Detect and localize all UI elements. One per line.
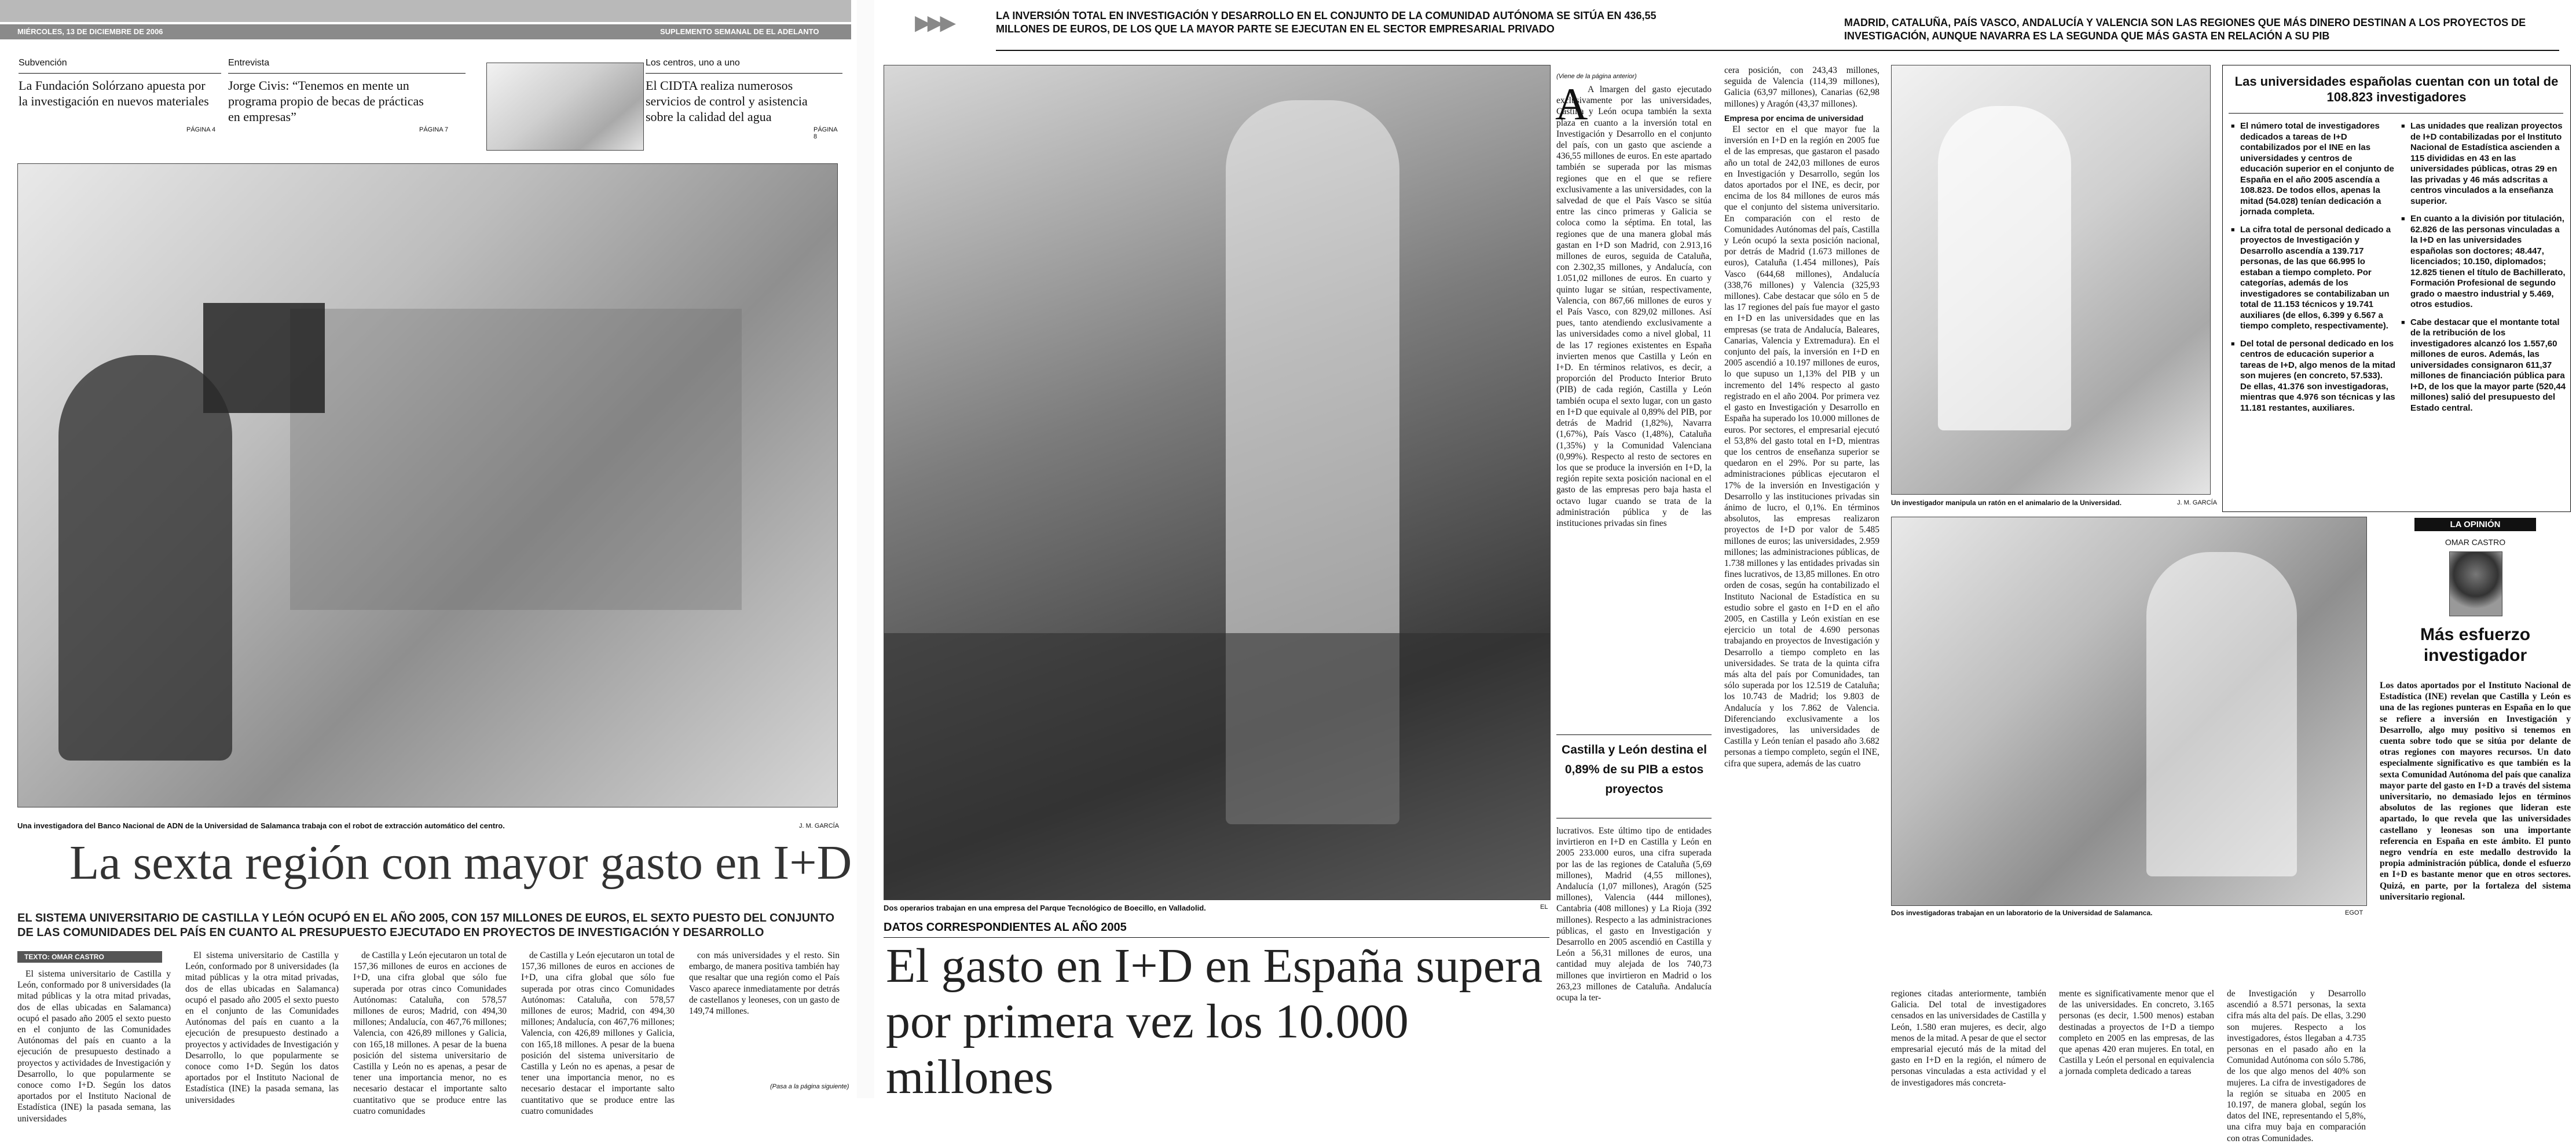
right-body-col-5: de Investigación y Desarrollo ascendió a 8.571 personas, la sexta cifra más alta del país. De ellas, 3.290 son mujeres. Respecto a los investigadores, éstos llegaban a 4.735 personas en el pasado año en la Comunidad Autónoma con sólo 5.786, de los que algo menos del 40% son mujeres. La cifra de investigadores de la región se situaba en 2005 en 10.197, de manera global, según los datos del INE, representando el 5,8%, una cifra muy baja en comparación con otras Comunidades. xyxy=(2227,989,2366,1143)
teaser-text: Jorge Civis: “Tenemos en mente un programa propio de becas de prácticas en empresas” xyxy=(228,78,424,124)
lab-mouse-caption: Un investigador manipula un ratón en el animalario de la Universidad. xyxy=(1891,499,2122,507)
lab-mouse-credit: J. M. GARCÍA xyxy=(2177,499,2218,506)
sidebar-left-bullets: ■ El número total de investigadores dedicados a tareas de I+D contabilizados por el INE en las universidades y centros de educación superior en el conjunto de España en el año 2005 ascendía a 108.823. De todos ellos, apenas la mitad (54.028) tenían dedicación a jornada completa. ■ La cifra total de personal dedicado a proyectos de Investigación y Desarrollo ascendía a 139.717 personas, de las que 66.995 lo estaban a tiempo completo. Por categorías, además de los investigadores se contabilizaban un total de 11.153 técnicos y 19.741 auxiliares (de ellos, 6.399 y 6.567 a tiempo completo, respectivamente). ■ Del total de personal dedicado en los centros de educación superior a tareas de I+D, algo menos de la mitad son mujeres (en concreto, 57.533). De ellas, 41.376 son investigadoras, mientras que 4.976 son técnicas y las 11.181 restantes, auxiliares. xyxy=(2231,121,2396,421)
kicker-left: LA INVERSIÓN TOTAL EN INVESTIGACIÓN Y DESARROLLO EN EL CONJUNTO DE LA COMUNIDAD AUTÓNOMA SE SITÚA EN 436,55 MILLONES DE EUROS, DE LOS QUE LA MAYOR PARTE SE EJECUTAN EN EL SECTOR EMPRESARIAL PRIVADO xyxy=(996,10,1657,35)
byline: TEXTO: OMAR CASTRO xyxy=(24,953,104,961)
lab-photo xyxy=(17,163,838,807)
left-headline: La sexta región con mayor gasto en I+D xyxy=(69,836,852,890)
person-shape xyxy=(58,355,232,761)
opinion-body: Los datos aportados por el Instituto Nacional de Estadística (INE) revelan que Castilla y León es una de las regiones punteras en España en lo que se refiere a inversión en Investigación y Desarrollo, algo muy positivo si tenemos en cuenta sobre todo que se sitúa por delante de otras regiones con mayores recursos. Un dato especialmente significativo es que también es la sexta Comunidad Autónoma del país que canaliza mayor parte del gasto en I+D a través del sistema universitario, no demasiado lejos en términos absolutos de las regiones que lideran este apartado, lo que revela que las universidades castellano y leonesas son una importante referencia en España en este ámbito. El punto negro vendría en este medallo destrovido la propia administración pública, donde el esfuerzo en I+D es bastante menor que en otros sectores. Quizá, en parte, por la fortaleza del sistema universitario regional. xyxy=(2380,681,2571,902)
left-deck: EL SISTEMA UNIVERSITARIO DE CASTILLA Y LEÓN OCUPÓ EN EL AÑO 2005, CON 157 MILLONES DE EUROS, EL SEXTO PUESTO DEL CONJUNTO DE LAS COMUNIDADES DEL PAÍS EN CUANTO AL PRESUPUESTO EJECUTADO EN PROYECTOS DE INVESTIGACIÓN Y DESARROLLO xyxy=(17,912,835,939)
lab-photo-caption: Una investigadora del Banco Nacional de ADN de la Universidad de Salamanca trabaja con el robot de extracción automático del centro. xyxy=(17,821,505,830)
kicker-right: MADRID, CATALUÑA, PAÍS VASCO, ANDALUCÍA Y VALENCIA SON LAS REGIONES QUE MÁS DINERO DESTINAN A LOS PROYECTOS DE INVESTIGACIÓN, AUNQUE NAVARRA ES LA SEGUNDA QUE MÁS GASTA EN RELACIÓN A SU PIB xyxy=(1844,17,2526,42)
masthead-strip xyxy=(0,0,851,22)
left-page xyxy=(0,0,857,1124)
left-body-col-5: con más universidades y el resto. Sin embargo, de manera positiva también hay que resaltar que una región como el País Vasco aparece inmediatamente por detrás de castellanos y leoneses, con un gasto de 149,74 millones. xyxy=(689,951,840,1017)
header-arrows: ▶▶▶ xyxy=(915,10,953,34)
data-label: DATOS CORRESPONDIENTES AL AÑO 2005 xyxy=(884,921,1127,934)
teaser-text: La Fundación Solórzano apuesta por la investigación en nuevos materiales xyxy=(19,78,209,108)
lab-women-credit: EGOT xyxy=(2345,909,2364,916)
researcher-shape xyxy=(2146,552,2297,876)
sidebar-title: Las universidades españolas cuentan con un total de 108.823 investigadores xyxy=(2234,74,2559,104)
right-headline: El gasto en I+D en España supera por primera vez los 10.000 millones xyxy=(886,939,1543,1104)
opinion-column xyxy=(2380,518,2571,1097)
main-photo xyxy=(884,65,1551,900)
left-body-col-2: El sistema universitario de Castilla y León, conformado por 8 universidades (la mitad públicas y la otra mitad privadas, dos de ellas ubicadas en Salamanca) ocupó el pasado año 2005 el sexto puesto en el conjunto de las Comunidades Autónomas del país en cuanto a la ejecución de presupuesto destinado a proyectos y actividades de Investigación y Desarrollo, lo que popularmente se conoce como I+D. Según los datos aportados por el Instituto Nacional de Estadística (INE) la pasada semana, las universidades xyxy=(185,951,339,1105)
author-avatar xyxy=(2449,551,2502,616)
opinion-label: LA OPINIÓN xyxy=(2414,518,2536,531)
teaser-thumb-photo xyxy=(486,63,644,151)
teaser-section: Subvención xyxy=(19,58,67,68)
researcher-shape xyxy=(1938,106,2071,430)
teaser-section: Los centros, uno a uno xyxy=(646,58,740,68)
opinion-author: OMAR CASTRO xyxy=(2445,538,2506,547)
page-gutter xyxy=(857,0,874,1098)
sidebar-box xyxy=(2222,65,2571,512)
lab-women-photo xyxy=(1891,517,2367,906)
from-prev-note: (Viene de la página anterior) xyxy=(1556,73,1637,80)
left-body-col-3: de Castilla y León ejecutaron un total de 157,36 millones de euros en acciones de I+D, una cifra global que sólo fue superada por otras cinco Comunidades Autónomas: Cataluña, con 578,57 millones de euros; Madrid, con 494,30 millones; Andalucía, con 467,76 millones; Valencia, con 426,89 millones y Galicia, con 165,18 millones. A pesar de la buena posición del sistema universitario de Castilla y León no es apenas, a pesar de tener una importancia menor, no es necesario destacar el importante salto cuantitativo que se produce entre las cuatro comunidades xyxy=(353,951,507,1116)
right-body-col-4: mente es significativamente menor que el de las universidades. En concreto, 3.165 personas (es decir, 1.500 menos) estaban destinadas a proyectos de I+D a tiempo completo en 2005 en las empresas, de las que apenas 420 eran mujeres. En total, en Castilla y León el personal en equivalencia a jornada completa dedicado a tareas xyxy=(2059,989,2214,1077)
left-body-col-1: El sistema universitario de Castilla y León, conformado por 8 universidades (la mitad públicas y la otra mitad privadas, dos de ellas ubicadas en Salamanca) ocupó el pasado año 2005 el sexto puesto en el conjunto de las Comunidades Autónomas del país en cuanto a la ejecución de presupuesto destinado a proyectos y actividades de Investigación y Desarrollo, lo que popularmente se conoce como I+D. Según los datos aportados por el Instituto Nacional de Estadística (INE) la pasada semana, las universidades xyxy=(17,969,171,1124)
robot-shape xyxy=(290,309,742,610)
lab-women-caption: Dos investigadoras trabajan en un laboratorio de la Universidad de Salamanca. xyxy=(1891,909,2153,917)
teaser-centros[interactable] xyxy=(646,58,842,140)
left-body-col-4: de Castilla y León ejecutaron un total de 157,36 millones de euros en acciones de I+D, una cifra global que sólo fue superada por otras cinco Comunidades Autónomas: Cataluña, con 578,57 millones de euros; Madrid, con 494,30 millones; Andalucía, con 467,76 millones; Valencia, con 426,89 millones y Galicia, con 165,18 millones. A pesar de la buena posición del sistema universitario de Castilla y León no es apenas, a pesar de tener una importancia menor, no es necesario destacar el importante salto cuantitativo que se produce entre las cuatro comunidades xyxy=(521,951,675,1116)
sidebar-right-bullets: ■ Las unidades que realizan proyectos de I+D contabilizadas por el Instituto Nacional de Estadística ascienden a 115 divididas en 43 en las universidades públicas, otras 29 en las privadas y 46 más adscritas a centros vinculados a la enseñanza superior. ■ En cuanto a la división por titulación, 62.826 de las personas vinculadas a la I+D en las universidades españolas son doctores; 48.447, licenciados; 10.150, diplomados; 12.825 tienen el título de Bachillerato, Formación Profesional de segundo grado o maestro industrial y 5.469, otros estudios. ■ Cabe destacar que el montante total de la retribución de los investigadores alcanzó los 1.557,60 millones de euros. Además, las universidades consignaron 611,37 millones de financiación pública para I+D, de los que la mayor parte (520,44 millones) salió del presupuesto del Estado central. xyxy=(2401,121,2566,421)
main-photo-caption: Dos operarios trabajan en una empresa del Parque Tecnológico de Boecillo, en Valladolid. xyxy=(884,904,1206,912)
teaser-subvencion[interactable] xyxy=(19,58,227,133)
pullquote: Castilla y León destina el 0,89% de su PIB a estos proyectos xyxy=(1562,743,1707,796)
right-body-col-3: regiones citadas anteriormente, también Galicia. Del total de investigadores censados en las universidades de Castilla y León, 1.580 eran mujeres, es decir, algo menos de la mitad. A pesar de que el sector empresarial ejecutó más de la mitad del gasto en I+D en la región, el número de personas vinculadas a esta actividad y el de investigadores más concreta- xyxy=(1891,989,2046,1088)
teaser-page: PÁGINA 7 xyxy=(419,126,449,133)
right-body-col-1b: lucrativos. Este último tipo de entidades invirtieron en I+D en Castilla y León en 2005 233.000 euros, una cifra superada por las de las regiones de Cataluña (5,69 millones), Madrid (4,55 millones), Andalucía (1,07 millones), Aragón (525 millones), Valencia (444 millones), Cantabria (408 millones) y La Rioja (392 millones). Respecto a las administraciones públicas, el gasto en Investigación y Desarrollo en 2005 ascendió en Castilla y León a 56,31 millones de euros, una cantidad muy alejada de los 740,73 millones que invirtieron en Madrid o los 263,23 millones de Cataluña. Andalucía ocupa la ter- xyxy=(1556,826,1712,1003)
supplement-line: SUPLEMENTO SEMANAL DE EL ADELANTO xyxy=(660,27,819,36)
teaser-page: PÁGINA 8 xyxy=(814,126,837,140)
teaser-section: Entrevista xyxy=(228,58,270,68)
lab-mouse-photo xyxy=(1891,65,2211,495)
teaser-entrevista[interactable] xyxy=(228,58,471,133)
right-body-col-2: cera posición, con 243,43 millones, seguida de Valencia (114,39 millones), Galicia (63,97 millones), Canarias (62,98 millones) y Aragón (43,37 millones). Empresa por encima de universidad El sector en el que mayor fue la inversión en I+D en la región en 2005 fue el de las empresas, que gastaron el pasado año un total de 242,03 millones de euros en Investigación y Desarrollo, según los datos aportados por el INE, es decir, por encima de los 84 millones de euros más que el conjunto del sistema universitario. En comparación con el resto de Comunidades Autónomas del país, Castilla y León ocupó la sexta posición nacional, por detrás de Madrid (1.673 millones de euros), Cataluña (1.454 millones), País Vasco (644,68 millones), Andalucía (338,76 millones) y Valencia (325,93 millones). Cabe destacar que sólo en 5 de las 17 regiones del país fue mayor el gasto en I+D en las universidades que en las empresas (se trata de Andalucía, Baleares, Canarias, Valencia y Extremadura). En el conjunto del país, la inversión en I+D en 2005 ascendió a 10.197 millones de euros, lo que supuso un 1,13% del PIB y un incremento del 14% respecto al gasto registrado en el año 2004. Por primera vez el gasto en Investigación y Desarrollo en España ha superado los 10.000 millones de euros. Por sectores, el empresarial ejecutó el 53,8% del gasto total en I+D, mientras que los centros de enseñanza superior se quedaron en el 29%. Por su parte, las administraciones públicas ejecutaron el 17% de la inversión en Investigación y Desarrollo y las instituciones privadas sin ánimo de lucro, el 0,1%. En términos absolutos, las empresas realizaron proyectos de I+D por valor de 5.485 millones de euros; las universidades, 2.959 millones; las administraciones públicas, de 1.738 millones y las entidades privadas sin fines lucrativos, de 13,85 millones. En otro orden de cosas, según ha contabilizado el Instituto Nacional de Estadística en su estudio sobre el gasto en I+D en el año 2005, en Castilla y León existían en ese ejercicio un total de 4.690 personas trabajando en proyectos de Investigación y Desarrollo a tiempo completo en las universidades. Se trata de la quinta cifra más alta del país por Comunidades, tan sólo superada por los 12.519 de Cataluña; los 10.743 de Madrid; los 9.803 de Andalucía y los 7.862 de Valencia. Diferenciando exclusivamente a los investigadores, las universidades de Castilla y León tenían el pasado año 3.682 personas a tiempo completo, según el INE, cifra que supera, además de las cuatro xyxy=(1724,65,1879,769)
right-page xyxy=(874,0,2576,1143)
machine-shape xyxy=(884,633,1550,900)
opinion-headline: Más esfuerzo investigador xyxy=(2420,625,2531,665)
main-photo-credit: EL xyxy=(1540,904,1548,911)
drop-cap: A xyxy=(1555,79,1588,129)
lab-photo-credit: J. M. GARCÍA xyxy=(799,823,840,829)
date-line: MIÉRCOLES, 13 DE DICIEMBRE DE 2006 xyxy=(17,27,163,36)
teaser-text: El CIDTA realiza numerosos servicios de control y asistencia sobre la calidad del agua xyxy=(646,78,808,124)
right-body-col-1: A lmargen del gasto ejecutado exclusivamente por las universidades, Castilla y León ocupa también la sexta plaza en cuanto a la inversión total en Investigación y Desarrollo en el conjunto del país, con un gasto que asciende a 436,55 millones de euros. En este apartado también se superada por las mismas regiones que en el que se refiere exclusivamente a las universidades, con la salvedad de que el País Vasco se sitúa entre las cinco primeras y Galicia se coloca como la séptima. En total, las regiones que de una manera global más gastan en I+D son Madrid, con 2.913,16 millones de euros, seguida de Cataluña, con 2.302,35 millones, y Andalucía, con 1.051,02 millones de euros. En cuarto y quinto lugar se sitúan, respectivamente, Valencia, con 867,66 millones de euros y el País Vasco, con 829,02 millones. Así pues, tanto atendiendo exclusivamente a las universidades como a nivel global, 11 de las 17 regiones existentes en España invierten menos que Castilla y León en I+D. En términos relativos, es decir, a proporción del Producto Interior Bruto (PIB) de cada región, Castilla y León también ocupa el sexto lugar, con un gasto en I+D que equivale al 0,89% del PIB, por detrás de Madrid (1,82%), Navarra (1,67%), País Vasco (1,48%), Cataluña (1,35%) y la Comunidad Valenciana (0,99%). Respecto al resto de sectores en los que se produce la inversión en I+D, la región repite sexta posición nacional en el gasto de las empresas pero baja hasta el octavo lugar cuando se trata de la administración pública y de las instituciones privadas sin fines xyxy=(1556,85,1712,528)
continues-note: (Pasa a la página siguiente) xyxy=(770,1083,849,1090)
teaser-page: PÁGINA 4 xyxy=(186,126,216,133)
